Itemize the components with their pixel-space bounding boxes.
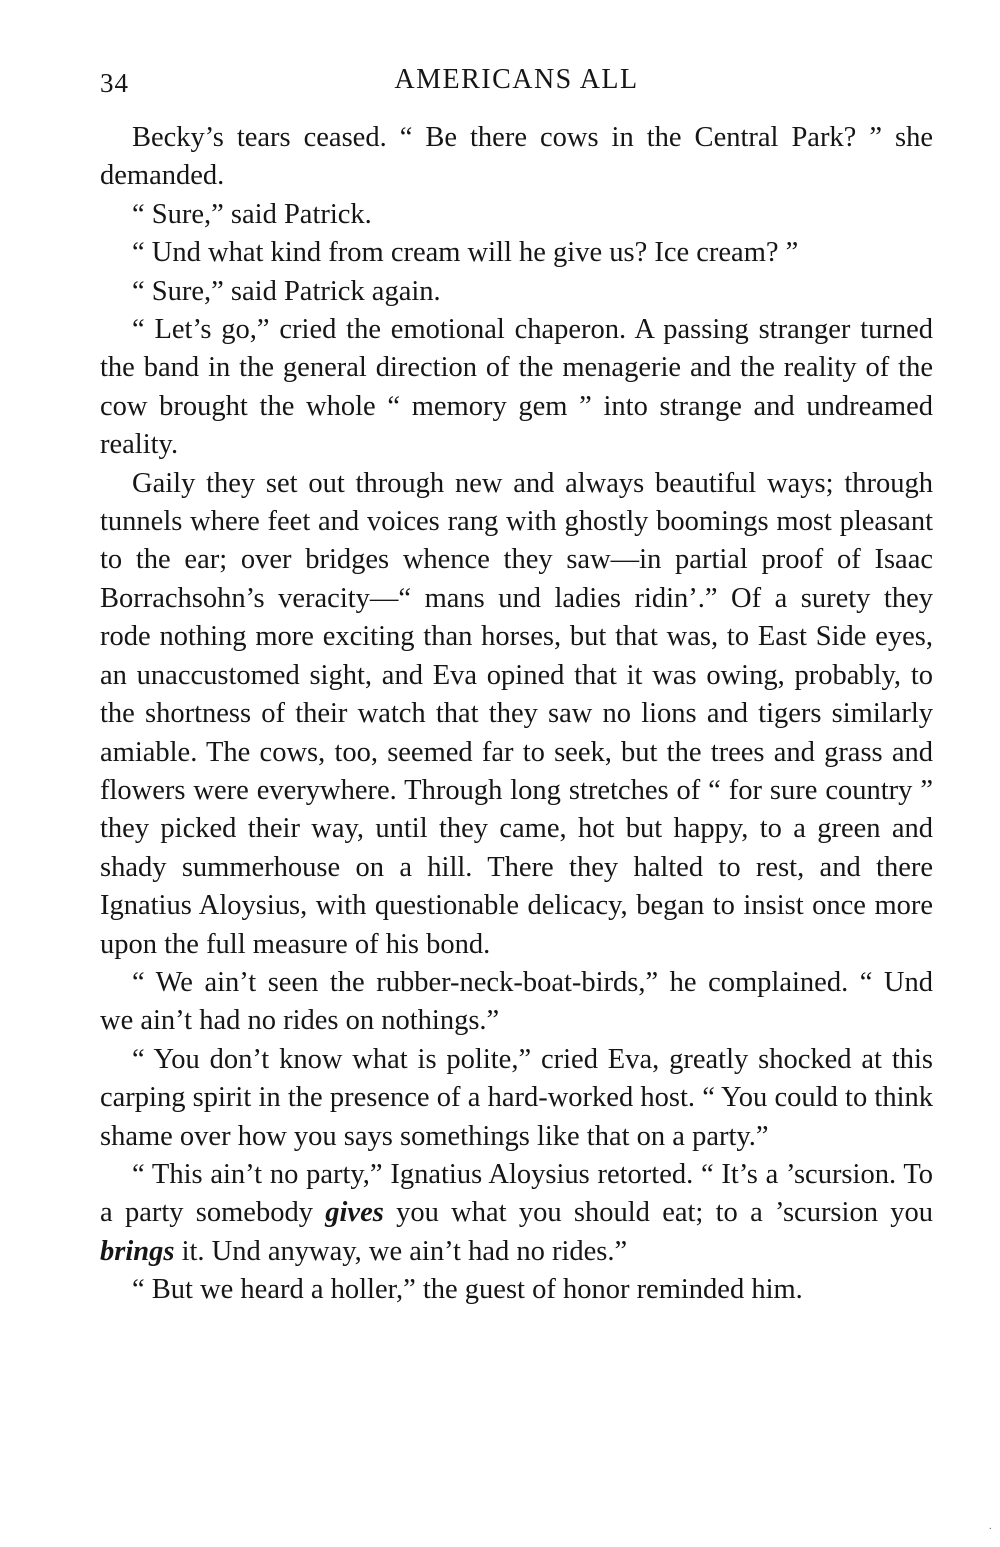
paragraph: [100, 311, 933, 465]
page-header: [100, 60, 933, 100]
text-run: “ This ain’t no party,” Ignatius Aloysius retorted. “ It’s a ’scursion. To a party somebody: [100, 1158, 933, 1229]
text-run: it. Und anyway, we ain’t had no rides.”: [174, 1235, 628, 1267]
paragraph: [100, 964, 933, 1041]
running-head: AMERICANS ALL: [394, 64, 639, 95]
page-number: 34: [100, 68, 129, 98]
paragraph: [100, 119, 933, 196]
text-run: “ We ain’t seen the rubber-neck-boat-birds,” he complained. “ Und we ain’t had no rides on nothings.”: [100, 966, 933, 1037]
paragraph: [100, 196, 933, 234]
text-run: Becky’s tears ceased. “ Be there cows in the Central Park? ” she demanded.: [100, 122, 933, 192]
print-speck: ·: [988, 1524, 992, 1535]
emphasized-text: gives: [325, 1197, 384, 1229]
text-run: “ But we heard a holler,” the guest of honor reminded him.: [132, 1274, 803, 1306]
emphasized-text: brings: [100, 1235, 175, 1267]
paragraph: [100, 1156, 933, 1271]
text-run: “ Let’s go,” cried the emotional chaperon. A passing stranger turned the band in the general direction of the menagerie and the reality of the cow brought the whole “ memory gem ” into strange and undreamed reality.: [100, 314, 933, 461]
body-text: [100, 119, 933, 1310]
text-run: “ Sure,” said Patrick again.: [132, 275, 441, 307]
paragraph: [100, 273, 933, 311]
paragraph: [100, 234, 933, 272]
paragraph: [100, 1041, 933, 1156]
text-run: Gaily they set out through new and always beautiful ways; through tunnels where feet and voices rang with ghostly boomings most pleasant to the ear; over bridges whence they saw—in partial proof of Isaac Borrachsohn’s veracity—“ mans und ladies ridin’.” Of a surety they rode nothing more exciting than horses, but that was, to East Side eyes, an unaccustomed sight, and Eva opined that it was owing, probably, to the shortness of their watch that they saw no lions and tigers similarly amiable. The cows, too, seemed far to seek, but the trees and grass and flowers were everywhere. Through long stretches of “ for sure country ” they picked their way, until they came, hot but happy, to a green and shady summerhouse on a hill. There they halted to rest, and there Ignatius Aloysius, with questionable delicacy, began to insist once more upon the full measure of his bond.: [100, 467, 933, 960]
text-run: “ Sure,” said Patrick.: [132, 198, 372, 230]
paragraph: [100, 1271, 933, 1309]
text-run: you what you should eat; to a ’scursion you: [383, 1197, 933, 1229]
text-run: “ You don’t know what is polite,” cried Eva, greatly shocked at this carping spirit in the presence of a hard-worked host. “ You could to think shame over how you says somethings like that on a party.”: [100, 1043, 933, 1152]
text-run: “ Und what kind from cream will he give us? Ice cream? ”: [132, 237, 799, 269]
paragraph: [100, 465, 933, 964]
